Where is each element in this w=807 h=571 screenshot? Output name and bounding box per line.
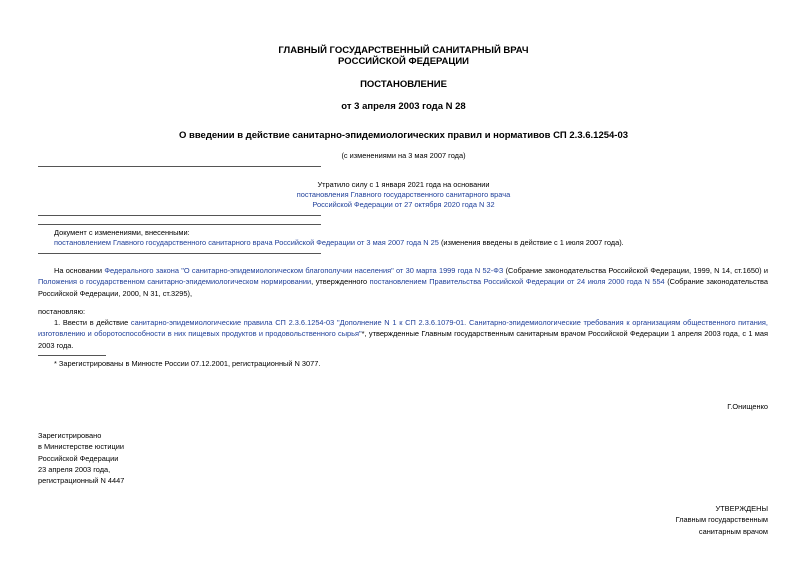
- changes-intro: Документ с изменениями, внесенными:: [54, 228, 190, 237]
- basis-text: (Собрание законодательства Российской Федерации, 1999, N 14, ст.1650) и: [503, 266, 768, 275]
- approved-block: [568, 503, 768, 537]
- approved-line: санитарным врачом: [698, 526, 768, 536]
- government-decree-link[interactable]: постановлением Правительства Российской Федерации от 24 июля 2000 года N 554: [369, 277, 665, 287]
- approved-line: УТВЕРЖДЕНЫ: [715, 504, 768, 513]
- registration-line: Зарегистрировано: [38, 431, 102, 440]
- expired-notice-line: Утратило силу с 1 января 2021 года на основании: [317, 180, 490, 189]
- amendments-note: (с изменениями на 3 мая 2007 года): [341, 151, 466, 160]
- basis-paragraph: [38, 265, 768, 299]
- divider: [38, 224, 321, 225]
- authority-line-2: РОССИЙСКОЙ ФЕДЕРАЦИИ: [337, 56, 469, 67]
- item-1-text: 1. Ввести в действие: [54, 318, 131, 327]
- expired-notice-link-2[interactable]: Российской Федерации от 27 октября 2020 года N 32: [312, 200, 495, 209]
- authority-line-1: ГЛАВНЫЙ ГОСУДАРСТВЕННЫЙ САНИТАРНЫЙ ВРАЧ: [278, 45, 529, 56]
- registration-line: в Министерстве юстиции: [38, 442, 125, 452]
- regulation-link[interactable]: Положения о государственном санитарно-эпидемиологическом нормировании: [38, 277, 312, 287]
- registration-line: Российской Федерации: [38, 453, 119, 463]
- document-date-number: от 3 апреля 2003 года N 28: [341, 101, 466, 112]
- registration-line: 23 апреля 2003 года,: [38, 464, 111, 474]
- item-1: [38, 317, 768, 351]
- registration-block: [38, 430, 238, 486]
- divider: [38, 215, 321, 216]
- sanitary-rules-link[interactable]: санитарно-эпидемиологические правила СП 2.3.6.1254-03 "Дополнение N 1 к СП 2.3.6.1079-01. Санитарно-эпидемиологические требования к организациям общественного питания, изготовлению и оборотоспособности в них пищевых продуктов и продовольственного сырья": [38, 318, 768, 339]
- footnote-divider: [38, 355, 106, 356]
- divider: [38, 253, 321, 254]
- divider: [38, 166, 321, 167]
- changes-link[interactable]: постановлением Главного государственного санитарного врача Российской Федерации от 3 мая 2007 года N 25: [54, 238, 439, 247]
- expired-notice-link-1[interactable]: постановления Главного государственного санитарного врача: [296, 190, 511, 199]
- document-title: О введении в действие санитарно-эпидемиологических правил и нормативов СП 2.3.6.1254-03: [178, 130, 629, 141]
- document-type: ПОСТАНОВЛЕНИЕ: [360, 79, 447, 90]
- signature: Г.Онищенко: [727, 402, 768, 411]
- changes-line: [54, 237, 774, 248]
- basis-text: На основании: [54, 266, 105, 275]
- changes-effective-text: (изменения введены в действие с 1 июля 2007 года).: [438, 238, 624, 247]
- resolves-word: постановляю:: [38, 307, 86, 316]
- item-1-text: *, утвержденные Главным государственным санитарным врачом Российской Федерации 1 апреля 2003 года, с 1 мая 2003 года.: [38, 329, 768, 350]
- approved-line: Главным государственным: [675, 515, 768, 525]
- basis-text: (Собрание законодательства Российской Федерации, 2000, N 31, ст.3295),: [38, 277, 769, 298]
- law-link[interactable]: Федерального закона "О санитарно-эпидемиологическом благополучии населения" от 30 марта 1999 года N 52-ФЗ: [104, 266, 504, 275]
- footnote: * Зарегистрированы в Минюсте России 07.12.2001, регистрационный N 3077.: [54, 359, 321, 368]
- registration-line: регистрационный N 4447: [38, 476, 125, 486]
- basis-text: , утвержденного: [311, 277, 370, 287]
